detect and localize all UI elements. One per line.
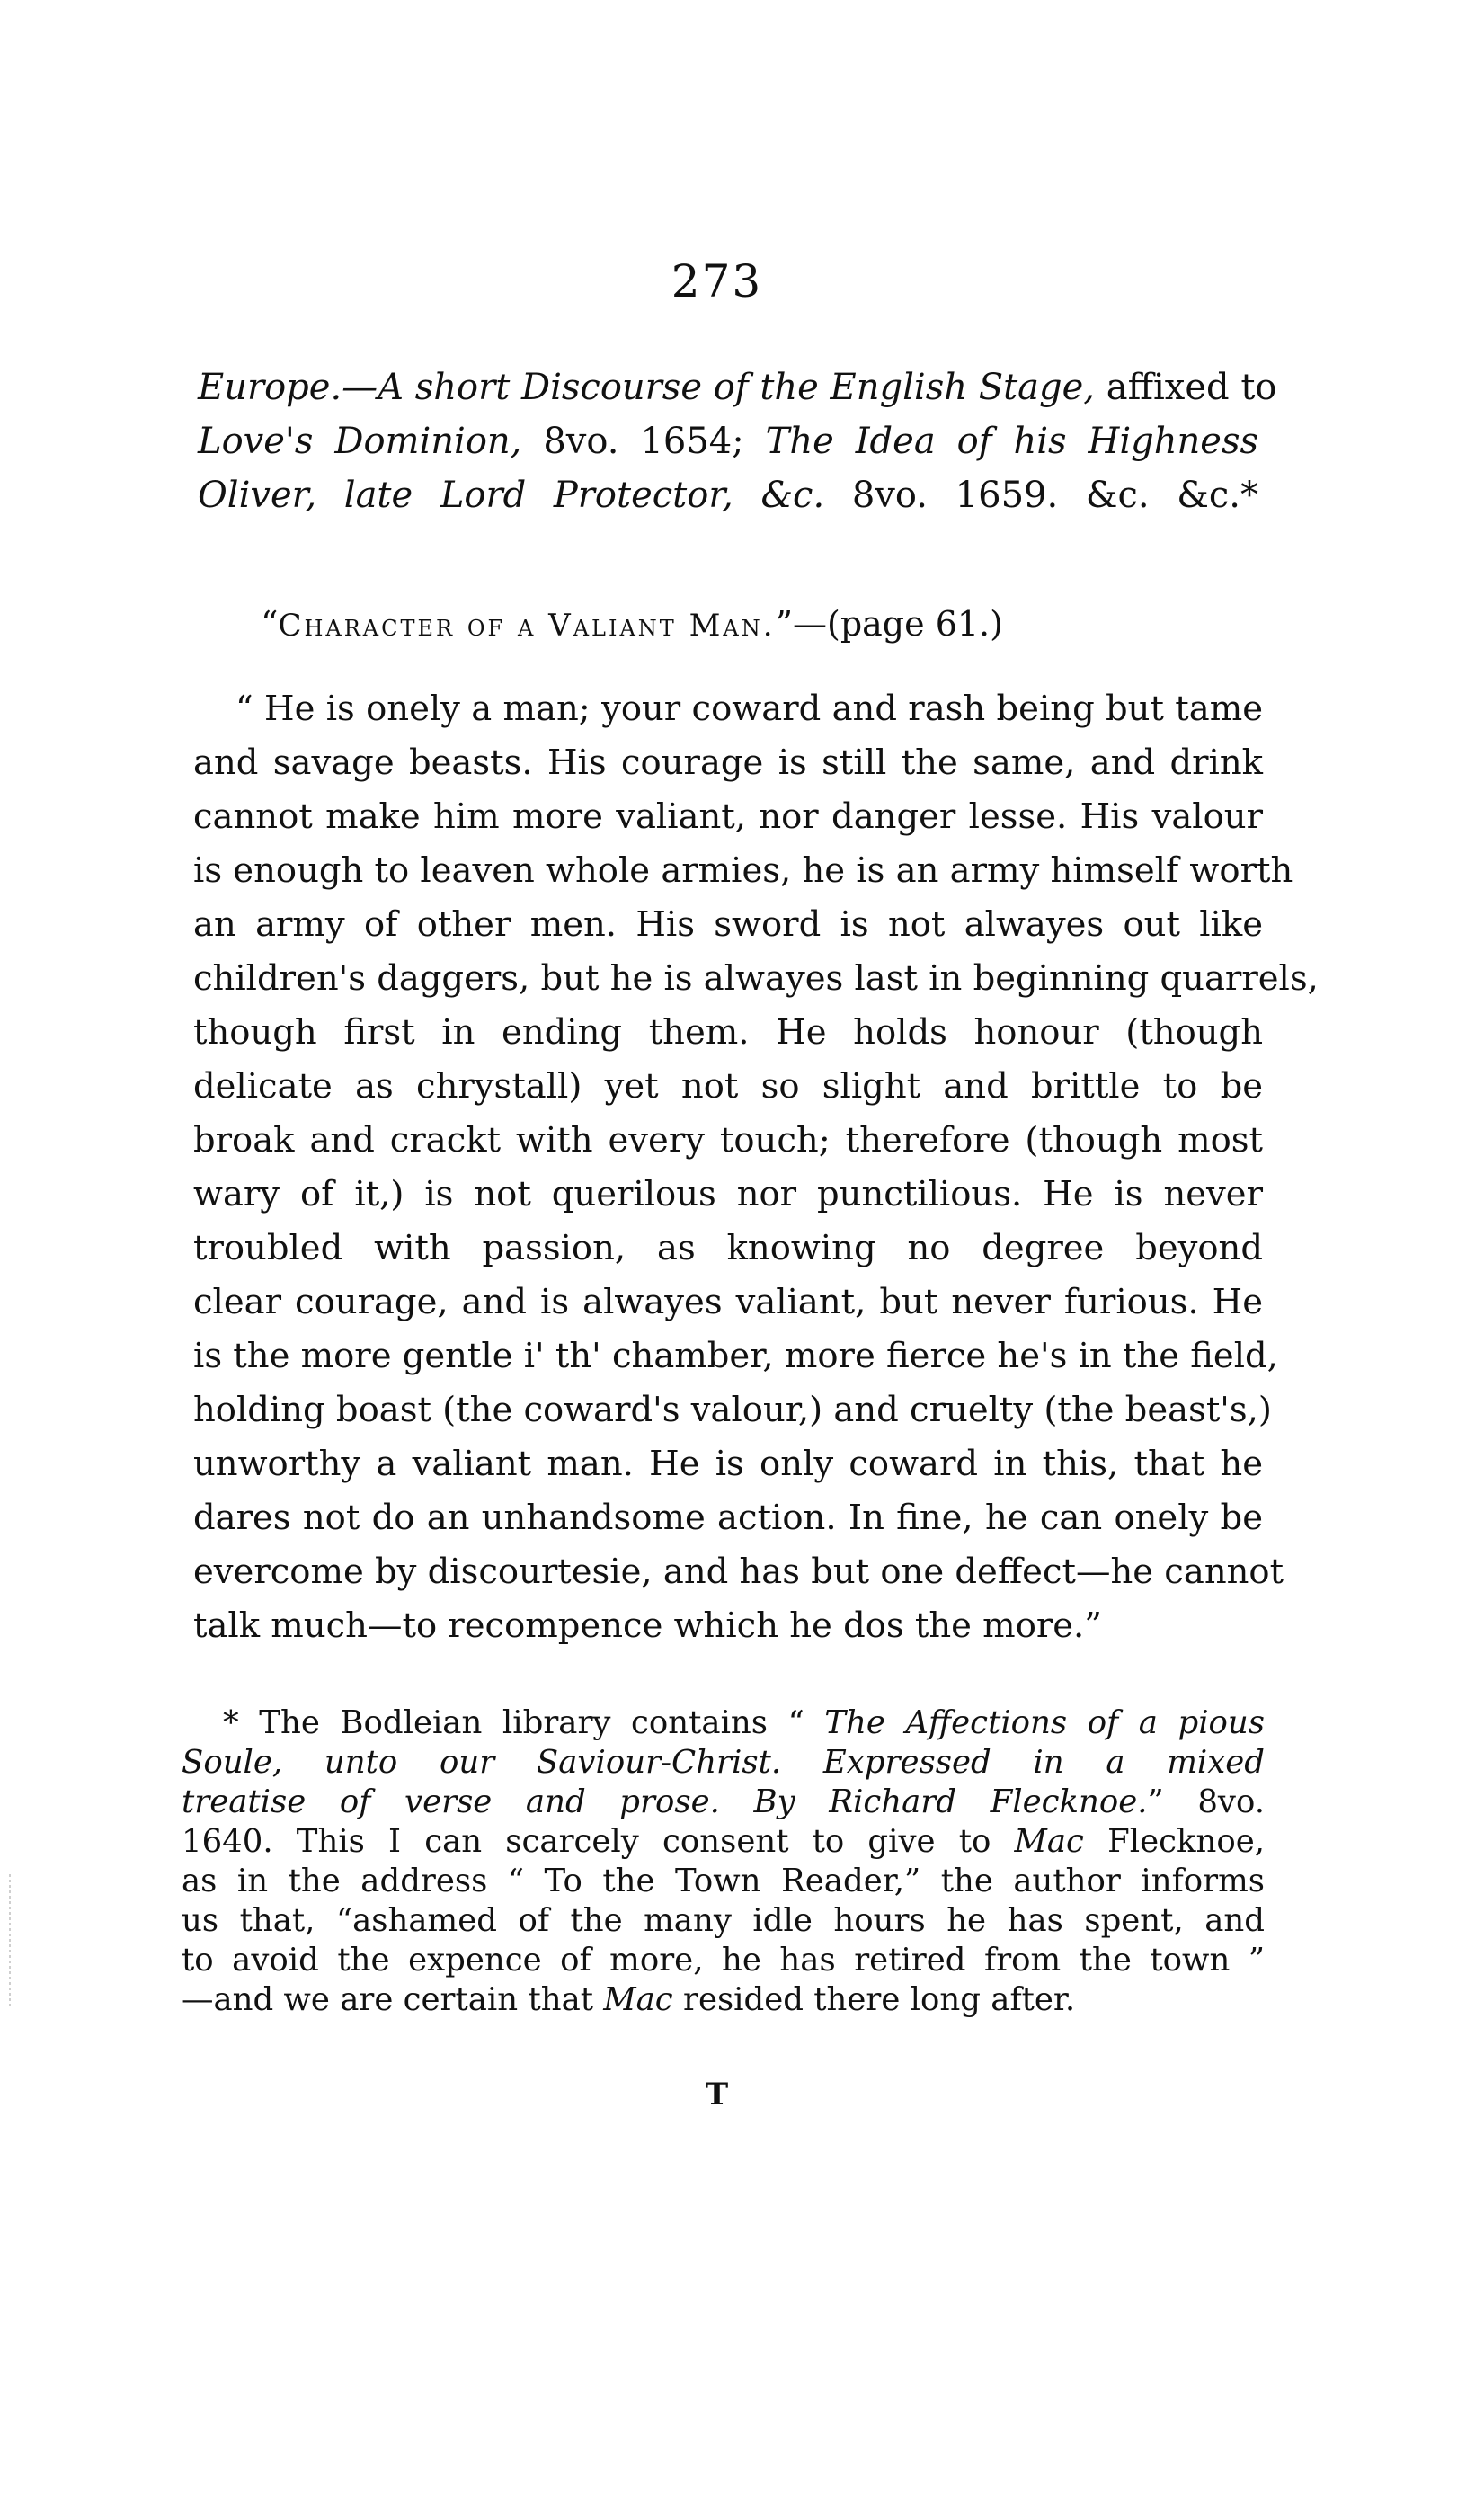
quote-line: holding boast (the coward's valour,) and cruelty (the beast's,) — [193, 1390, 1272, 1430]
heading-title: Character of a Valiant Man. — [278, 608, 776, 644]
quote-line: and savage beasts. His courage is still the same, and drink — [193, 743, 1263, 783]
quote-line: children's daggers, but he is alwayes last in beginning quarrels, — [193, 958, 1319, 999]
footnote-line — [182, 1783, 1265, 1820]
quote-line: wary of it,) is not querilous nor punctilious. He is never — [193, 1174, 1263, 1214]
footnote-text: us that, “ashamed of the many idle hours he has spent, and — [182, 1902, 1265, 1939]
footnote-line — [182, 1942, 1265, 1979]
quote-line: dares not do an unhandsome action. In fine, he can onely be — [193, 1498, 1263, 1538]
section-heading — [261, 604, 1003, 644]
heading-open-quote: “ — [261, 604, 279, 644]
bibliography-line — [198, 475, 1258, 516]
bibliography-line — [198, 367, 1277, 408]
quote-line: talk much—to recompence which he dos the more.” — [193, 1605, 1102, 1646]
footnote-line — [223, 1704, 1265, 1741]
book-title: The Affections of a pious — [824, 1704, 1266, 1741]
heading-page-ref: ”—(page 61.) — [775, 604, 1003, 644]
quote-line: broak and crackt with every touch; therefore (though most — [193, 1120, 1263, 1161]
scan-margin-artifact — [9, 1874, 11, 2009]
book-title: Soule, unto our Saviour-Christ. Expressed in a mixed — [182, 1744, 1265, 1781]
quote-line: troubled with passion, as knowing no degree beyond — [193, 1228, 1263, 1268]
footnote-line — [182, 1823, 1265, 1860]
footnote-line — [182, 1981, 1265, 2018]
quote-line: though first in ending them. He holds honour (though — [193, 1012, 1263, 1053]
signature-mark: T — [705, 2077, 729, 2112]
book-title: Europe.—A short Discourse of the English Stage, — [198, 367, 1096, 408]
quote-line: unworthy a valiant man. He is only coward in this, that he — [193, 1444, 1263, 1484]
footnote-text: 1640. This I can scarcely consent to give to — [182, 1823, 1015, 1860]
footnote-text: —and we are certain that — [182, 1981, 604, 2018]
quote-line: is the more gentle i' th' chamber, more fierce he's in the field, — [193, 1336, 1278, 1376]
quote-line: delicate as chrystall) yet not so slight and brittle to be — [193, 1066, 1263, 1107]
name-italic: Mac — [603, 1981, 673, 2018]
footnote-text: as in the address “ To the Town Reader,” the author informs — [182, 1863, 1265, 1899]
page-number: 273 — [671, 255, 763, 307]
book-title: Love's Dominion, — [198, 421, 522, 462]
footnote-text: * The Bodleian library contains “ — [223, 1704, 825, 1741]
bibliography-line — [198, 421, 1258, 462]
body-text: 8vo. 1659. &c. &c.* — [824, 475, 1258, 516]
body-text: affixed to — [1095, 367, 1277, 408]
quote-line: “ He is onely a man; your coward and rash being but tame — [235, 689, 1263, 729]
quote-line: is enough to leaven whole armies, he is an army himself worth — [193, 850, 1293, 891]
name-italic: Mac — [1014, 1823, 1084, 1860]
body-text: 8vo. 1654; — [521, 421, 766, 462]
quote-line: an army of other men. His sword is not alwayes out like — [193, 904, 1263, 945]
footnote-text: Flecknoe, — [1083, 1823, 1265, 1860]
footnote-line — [182, 1744, 1265, 1781]
book-title: treatise of verse and prose. By Richard Flecknoe. — [182, 1783, 1148, 1820]
book-title: Oliver, late Lord Protector, &c. — [198, 475, 825, 516]
quote-line: clear courage, and is alwayes valiant, but never furious. He — [193, 1282, 1263, 1322]
footnote-line — [182, 1863, 1265, 1899]
footnote-text: ” 8vo. — [1147, 1783, 1266, 1820]
footnote-text: to avoid the expence of more, he has retired from the town ” — [182, 1942, 1265, 1979]
footnote-line — [182, 1902, 1265, 1939]
quote-line: cannot make him more valiant, nor danger lesse. His valour — [193, 796, 1263, 837]
book-title: The Idea of his Highness — [765, 421, 1259, 462]
quote-line: evercome by discourtesie, and has but one deffect—he cannot — [193, 1552, 1284, 1592]
footnote-text: resided there long after. — [672, 1981, 1076, 2018]
